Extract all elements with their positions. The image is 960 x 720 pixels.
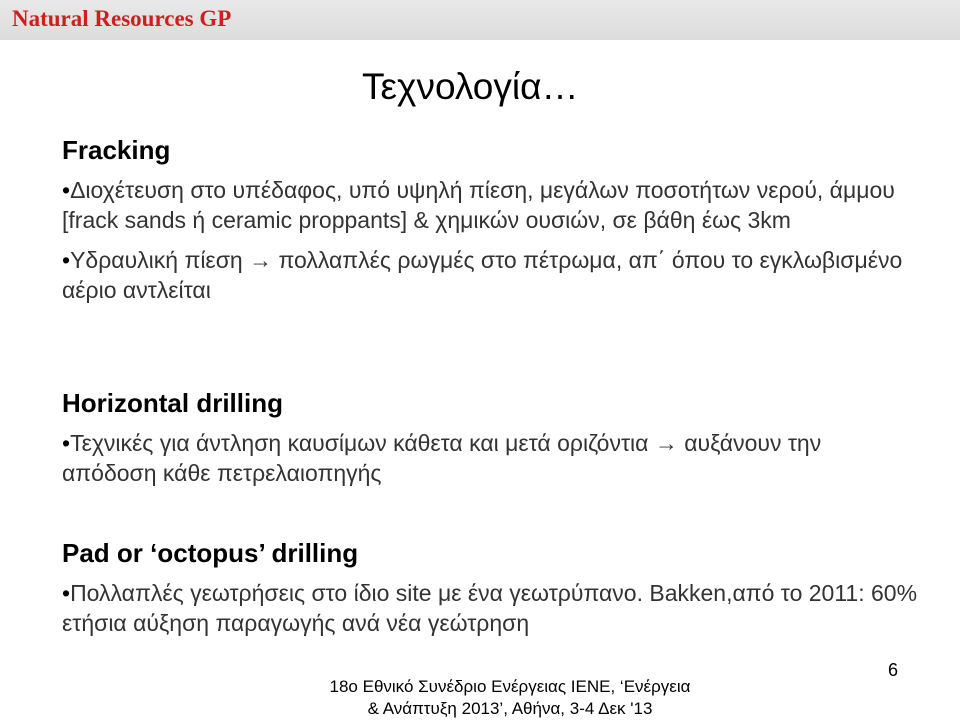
bullet-dot: • xyxy=(62,580,71,606)
section-heading: Fracking xyxy=(62,135,171,165)
bullet-item xyxy=(62,428,922,488)
bullet-text: Υδραυλική πίεση → πολλαπλές ρωγμές στο πέτρωμα, απ΄ όπου το εγκλωβισμένο αέριο αντλείται xyxy=(62,247,903,303)
footer-line: 18ο Εθνικό Συνέδριο Ενέργειας ΙΕΝΕ, ‘Ενέργεια xyxy=(329,677,691,696)
bullet-dot: • xyxy=(62,247,71,273)
section-horizontal-drilling xyxy=(62,388,922,488)
bullet-dot: • xyxy=(62,177,71,203)
bullet-text: Τεχνικές για άντληση καυσίμων κάθετα και μετά οριζόντια → αυξάνουν την απόδοση κάθε πετρελαιοπηγής xyxy=(62,430,822,486)
bullet-item xyxy=(62,175,922,235)
page-number: 6 xyxy=(887,660,898,680)
bullet-text: Πολλαπλές γεωτρήσεις στο ίδιο site με ένα γεωτρύπανο. Bakken,από το 2011: 60% ετήσια αύξηση παραγωγής ανά νέα γεώτρηση xyxy=(62,580,918,636)
bullet-dot: • xyxy=(62,430,71,456)
bullet-text: Διοχέτευση στο υπέδαφος, υπό υψηλή πίεση, μεγάλων ποσοτήτων νερού, άμμου [frack sands ή ceramic proppants] & χημικών ουσιών, σε βάθη έως 3km xyxy=(62,177,895,233)
slide-title: Τεχνολογία… xyxy=(362,66,579,107)
footer-line: & Ανάπτυξη 2013’, Αθήνα, 3-4 Δεκ '13 xyxy=(367,699,653,718)
bullet-item xyxy=(62,245,922,305)
section-pad-drilling xyxy=(62,538,922,638)
section-heading: Pad or ‘octopus’ drilling xyxy=(62,538,359,568)
section-heading: Horizontal drilling xyxy=(62,388,283,418)
brand-name: Natural Resources GP xyxy=(12,6,232,31)
header-bar xyxy=(0,0,960,40)
bullet-item xyxy=(62,578,922,638)
footer-conference xyxy=(300,676,720,720)
section-fracking xyxy=(62,135,922,305)
